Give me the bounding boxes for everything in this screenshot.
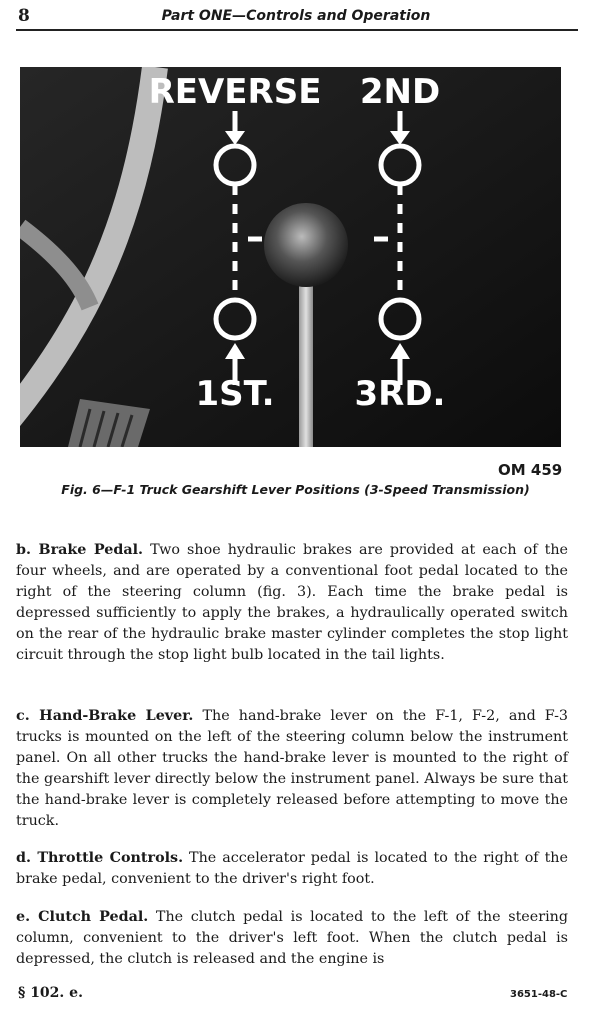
footer-section-ref: § 102. e. [18, 985, 83, 1001]
paragraph-hand-brake-lever [16, 706, 568, 832]
second-gear-label: 2ND [359, 72, 441, 112]
paragraph-heading: d. Throttle Controls. [16, 850, 184, 866]
paragraph-clutch-pedal [16, 907, 568, 970]
paragraph-brake-pedal [16, 540, 568, 666]
footer-code: 3651-48-C [510, 989, 568, 1000]
gearshift-knob [264, 203, 348, 287]
paragraph-heading: e. Clutch Pedal. [16, 909, 149, 925]
paragraph-throttle-controls [16, 848, 568, 890]
gearshift-shaft [299, 277, 313, 447]
running-title: Part ONE—Controls and Operation [161, 8, 431, 24]
reverse-label: REVERSE [148, 72, 322, 112]
paragraph-body: The accelerator pedal is located to the right of the brake pedal, convenient to the driver's right foot. [16, 850, 568, 887]
paragraph-body: The hand-brake lever on the F-1, F-2, and F-3 trucks is mounted on the left of the steering column below the instrument panel. On all other trucks the hand-brake lever is mounted to the right of the gearshift lever directly below the instrument panel. Always be sure that the hand-brake lever is completely released before attempting to move the truck. [16, 708, 568, 829]
figure-caption: Fig. 6—F-1 Truck Gearshift Lever Positions (3-Speed Transmission) [61, 482, 530, 497]
paragraph-heading: b. Brake Pedal. [16, 542, 144, 558]
figure-code: OM 459 [498, 461, 563, 479]
third-gear-label: 3RD. [354, 374, 446, 414]
paragraph-body: The clutch pedal is located to the left of the steering column, convenient to the driver's left foot. When the clutch pedal is depressed, the clutch is released and the engine is [16, 909, 568, 967]
header-rule [16, 29, 578, 31]
gearshift-photo [20, 67, 561, 447]
page-header [16, 4, 576, 30]
page-number: 8 [18, 6, 30, 26]
paragraph-body: Two shoe hydraulic brakes are provided at each of the four wheels, and are operated by a conventional foot pedal located to the right of the steering column (fig. 3). Each time the brake pedal is depressed sufficiently to apply the brakes, a hydraulically operated switch on the rear of the hydraulic brake master cylinder completes the stop light circuit through the stop light bulb located in the tail lights. [16, 542, 568, 663]
paragraph-heading: c. Hand-Brake Lever. [16, 708, 194, 724]
first-gear-label: 1ST. [195, 374, 275, 414]
